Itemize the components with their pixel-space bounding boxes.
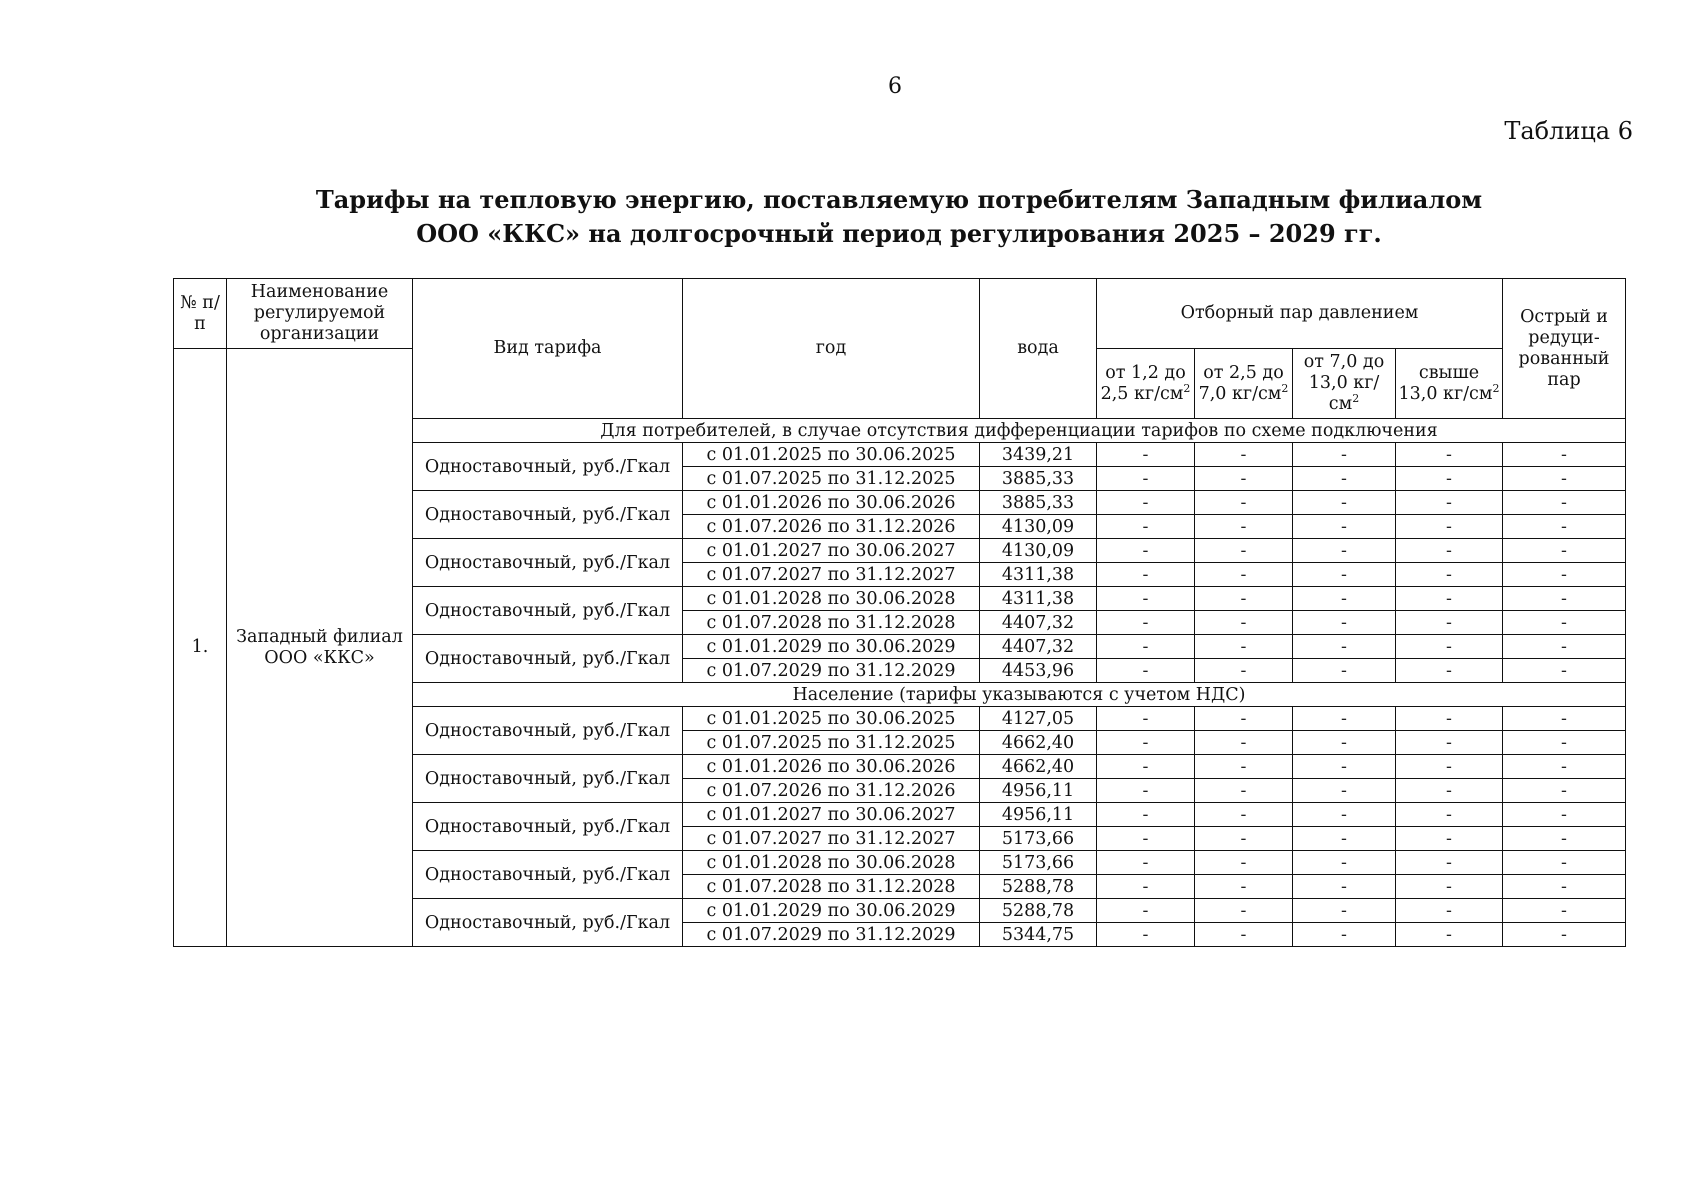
empty-value-cell: - — [1396, 755, 1503, 779]
title-line-1: Тарифы на тепловую энергию, поставляемую потребителям Западным филиалом — [315, 185, 1483, 214]
empty-value-cell: - — [1097, 515, 1195, 539]
empty-value-cell: - — [1097, 587, 1195, 611]
table-label: Таблица 6 — [1504, 117, 1633, 145]
empty-value-cell: - — [1293, 851, 1396, 875]
page-number: 6 — [888, 74, 902, 99]
water-value-cell: 5173,66 — [980, 827, 1097, 851]
period-cell: с 01.07.2025 по 31.12.2025 — [683, 731, 980, 755]
empty-value-cell: - — [1293, 467, 1396, 491]
empty-value-cell: - — [1097, 827, 1195, 851]
water-value-cell: 5288,78 — [980, 899, 1097, 923]
empty-value-cell: - — [1195, 539, 1293, 563]
empty-value-cell: - — [1503, 443, 1626, 467]
empty-value-cell: - — [1195, 923, 1293, 947]
water-value-cell: 4311,38 — [980, 587, 1097, 611]
empty-value-cell: - — [1195, 635, 1293, 659]
empty-value-cell: - — [1195, 563, 1293, 587]
empty-value-cell: - — [1195, 659, 1293, 683]
water-value-cell: 4662,40 — [980, 755, 1097, 779]
header-steam-col-3: от 7,0 до 13,0 $кг/см^2$ — [1293, 349, 1396, 419]
empty-value-cell: - — [1097, 611, 1195, 635]
empty-value-cell: - — [1097, 491, 1195, 515]
water-value-cell: 3885,33 — [980, 467, 1097, 491]
period-cell: с 01.07.2027 по 31.12.2027 — [683, 827, 980, 851]
empty-value-cell: - — [1097, 875, 1195, 899]
period-cell: с 01.07.2027 по 31.12.2027 — [683, 563, 980, 587]
empty-value-cell: - — [1396, 923, 1503, 947]
empty-value-cell: - — [1195, 611, 1293, 635]
empty-value-cell: - — [1396, 515, 1503, 539]
empty-value-cell: - — [1293, 827, 1396, 851]
empty-value-cell: - — [1195, 899, 1293, 923]
empty-value-cell: - — [1293, 635, 1396, 659]
period-cell: с 01.07.2028 по 31.12.2028 — [683, 611, 980, 635]
empty-value-cell: - — [1293, 707, 1396, 731]
water-value-cell: 4127,05 — [980, 707, 1097, 731]
period-cell: с 01.01.2028 по 30.06.2028 — [683, 851, 980, 875]
empty-value-cell: - — [1396, 899, 1503, 923]
empty-value-cell: - — [1195, 755, 1293, 779]
title-line-2: ООО «ККС» на долгосрочный период регулирования 2025 – 2029 гг. — [416, 219, 1382, 248]
empty-value-cell: - — [1293, 803, 1396, 827]
empty-value-cell: - — [1195, 851, 1293, 875]
empty-value-cell: - — [1503, 515, 1626, 539]
period-cell: с 01.01.2026 по 30.06.2026 — [683, 755, 980, 779]
empty-value-cell: - — [1503, 491, 1626, 515]
empty-value-cell: - — [1503, 587, 1626, 611]
empty-value-cell: - — [1293, 731, 1396, 755]
empty-value-cell: - — [1195, 707, 1293, 731]
empty-value-cell: - — [1097, 755, 1195, 779]
water-value-cell: 3439,21 — [980, 443, 1097, 467]
empty-value-cell: - — [1396, 611, 1503, 635]
empty-value-cell: - — [1195, 443, 1293, 467]
water-value-cell: 5344,75 — [980, 923, 1097, 947]
header-water: вода — [980, 279, 1097, 419]
period-cell: с 01.01.2029 по 30.06.2029 — [683, 899, 980, 923]
tariff-type-cell: Одноставочный, руб./Гкал — [413, 803, 683, 851]
header-steam: Отборный пар давлением — [1097, 279, 1503, 349]
table-body — [174, 279, 1626, 947]
empty-value-cell: - — [1097, 851, 1195, 875]
empty-value-cell: - — [1293, 563, 1396, 587]
tariff-type-cell: Одноставочный, руб./Гкал — [413, 635, 683, 683]
header-num: № п/п — [174, 279, 227, 349]
empty-value-cell: - — [1097, 731, 1195, 755]
empty-value-cell: - — [1097, 443, 1195, 467]
empty-value-cell: - — [1396, 659, 1503, 683]
empty-value-cell: - — [1195, 803, 1293, 827]
empty-value-cell: - — [1396, 635, 1503, 659]
empty-value-cell: - — [1097, 563, 1195, 587]
header-sharp-steam: Острый и редуци-рованный пар — [1503, 279, 1626, 419]
empty-value-cell: - — [1097, 779, 1195, 803]
section-title: Население (тарифы указываются с учетом НДС) — [413, 683, 1626, 707]
tariff-type-cell: Одноставочный, руб./Гкал — [413, 443, 683, 491]
tariff-type-cell: Одноставочный, руб./Гкал — [413, 899, 683, 947]
water-value-cell: 5288,78 — [980, 875, 1097, 899]
water-value-cell: 4956,11 — [980, 779, 1097, 803]
empty-value-cell: - — [1503, 611, 1626, 635]
empty-value-cell: - — [1293, 779, 1396, 803]
empty-value-cell: - — [1503, 731, 1626, 755]
water-value-cell: 4130,09 — [980, 515, 1097, 539]
empty-value-cell: - — [1503, 851, 1626, 875]
period-cell: с 01.01.2025 по 30.06.2025 — [683, 707, 980, 731]
empty-value-cell: - — [1503, 467, 1626, 491]
empty-value-cell: - — [1097, 539, 1195, 563]
empty-value-cell: - — [1293, 587, 1396, 611]
empty-value-cell: - — [1503, 563, 1626, 587]
empty-value-cell: - — [1293, 659, 1396, 683]
empty-value-cell: - — [1503, 923, 1626, 947]
empty-value-cell: - — [1503, 659, 1626, 683]
empty-value-cell: - — [1293, 491, 1396, 515]
water-value-cell: 4453,96 — [980, 659, 1097, 683]
empty-value-cell: - — [1396, 779, 1503, 803]
period-cell: с 01.01.2025 по 30.06.2025 — [683, 443, 980, 467]
period-cell: с 01.01.2029 по 30.06.2029 — [683, 635, 980, 659]
empty-value-cell: - — [1396, 563, 1503, 587]
empty-value-cell: - — [1097, 467, 1195, 491]
header-org: Наименование регулируемой организации — [227, 279, 413, 349]
tariff-type-cell: Одноставочный, руб./Гкал — [413, 491, 683, 539]
empty-value-cell: - — [1503, 779, 1626, 803]
empty-value-cell: - — [1293, 875, 1396, 899]
water-value-cell: 4662,40 — [980, 731, 1097, 755]
period-cell: с 01.01.2026 по 30.06.2026 — [683, 491, 980, 515]
period-cell: с 01.07.2029 по 31.12.2029 — [683, 659, 980, 683]
period-cell: с 01.01.2027 по 30.06.2027 — [683, 539, 980, 563]
empty-value-cell: - — [1503, 707, 1626, 731]
water-value-cell: 4407,32 — [980, 635, 1097, 659]
period-cell: с 01.07.2026 по 31.12.2026 — [683, 515, 980, 539]
tariff-type-cell: Одноставочный, руб./Гкал — [413, 539, 683, 587]
empty-value-cell: - — [1293, 515, 1396, 539]
water-value-cell: 4407,32 — [980, 611, 1097, 635]
empty-value-cell: - — [1293, 539, 1396, 563]
empty-value-cell: - — [1503, 755, 1626, 779]
header-steam-col-1: от 1,2 до 2,5 $кг/см^2$ — [1097, 349, 1195, 419]
empty-value-cell: - — [1396, 707, 1503, 731]
period-cell: с 01.07.2026 по 31.12.2026 — [683, 779, 980, 803]
empty-value-cell: - — [1195, 827, 1293, 851]
empty-value-cell: - — [1293, 611, 1396, 635]
tariff-type-cell: Одноставочный, руб./Гкал — [413, 851, 683, 899]
section-title: Для потребителей, в случае отсутствия дифференциации тарифов по схеме подключения — [413, 419, 1626, 443]
empty-value-cell: - — [1293, 755, 1396, 779]
empty-value-cell: - — [1503, 539, 1626, 563]
empty-value-cell: - — [1195, 491, 1293, 515]
period-cell: с 01.07.2028 по 31.12.2028 — [683, 875, 980, 899]
empty-value-cell: - — [1396, 827, 1503, 851]
empty-value-cell: - — [1195, 587, 1293, 611]
empty-value-cell: - — [1503, 803, 1626, 827]
tariff-type-cell: Одноставочный, руб./Гкал — [413, 755, 683, 803]
header-tariff-type: Вид тарифа — [413, 279, 683, 419]
water-value-cell: 5173,66 — [980, 851, 1097, 875]
water-value-cell: 4956,11 — [980, 803, 1097, 827]
tariff-table — [173, 278, 1626, 947]
empty-value-cell: - — [1097, 635, 1195, 659]
empty-value-cell: - — [1396, 539, 1503, 563]
empty-value-cell: - — [1396, 587, 1503, 611]
water-value-cell: 3885,33 — [980, 491, 1097, 515]
header-steam-col-2: от 2,5 до 7,0 $кг/см^2$ — [1195, 349, 1293, 419]
empty-value-cell: - — [1396, 443, 1503, 467]
tariff-type-cell: Одноставочный, руб./Гкал — [413, 707, 683, 755]
period-cell: с 01.01.2028 по 30.06.2028 — [683, 587, 980, 611]
org-name: Западный филиал ООО «ККС» — [227, 349, 413, 947]
empty-value-cell: - — [1195, 875, 1293, 899]
empty-value-cell: - — [1293, 923, 1396, 947]
org-number: 1. — [174, 349, 227, 947]
empty-value-cell: - — [1097, 923, 1195, 947]
empty-value-cell: - — [1503, 635, 1626, 659]
empty-value-cell: - — [1097, 707, 1195, 731]
empty-value-cell: - — [1503, 827, 1626, 851]
header-year: год — [683, 279, 980, 419]
period-cell: с 01.07.2029 по 31.12.2029 — [683, 923, 980, 947]
empty-value-cell: - — [1503, 899, 1626, 923]
period-cell: с 01.07.2025 по 31.12.2025 — [683, 467, 980, 491]
empty-value-cell: - — [1293, 443, 1396, 467]
header-row-top — [174, 279, 1626, 349]
empty-value-cell: - — [1396, 875, 1503, 899]
empty-value-cell: - — [1293, 899, 1396, 923]
empty-value-cell: - — [1097, 803, 1195, 827]
empty-value-cell: - — [1195, 515, 1293, 539]
empty-value-cell: - — [1396, 803, 1503, 827]
period-cell: с 01.01.2027 по 30.06.2027 — [683, 803, 980, 827]
empty-value-cell: - — [1195, 779, 1293, 803]
header-steam-col-4: свыше 13,0 $кг/см^2$ — [1396, 349, 1503, 419]
water-value-cell: 4311,38 — [980, 563, 1097, 587]
tariff-type-cell: Одноставочный, руб./Гкал — [413, 587, 683, 635]
empty-value-cell: - — [1396, 491, 1503, 515]
empty-value-cell: - — [1195, 467, 1293, 491]
empty-value-cell: - — [1097, 899, 1195, 923]
document-title — [173, 183, 1625, 251]
empty-value-cell: - — [1396, 851, 1503, 875]
empty-value-cell: - — [1097, 659, 1195, 683]
empty-value-cell: - — [1503, 875, 1626, 899]
empty-value-cell: - — [1396, 467, 1503, 491]
water-value-cell: 4130,09 — [980, 539, 1097, 563]
empty-value-cell: - — [1195, 731, 1293, 755]
empty-value-cell: - — [1396, 731, 1503, 755]
